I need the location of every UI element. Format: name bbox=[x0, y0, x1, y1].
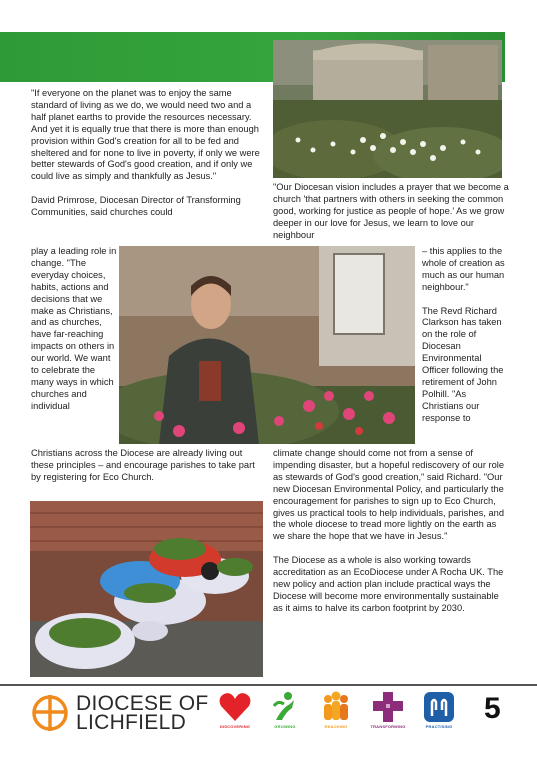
vision-paragraph: "Our Diocesan vision includes a prayer that we become a church 'that partners with others in seeking the common good, working for justice as people of hope.' As we grow deeper in our love for Jesus, we learn to love our neighbour bbox=[273, 182, 509, 240]
theme-label-transforming: TRANSFORMING bbox=[370, 724, 406, 729]
diocese-name-line2: LICHFIELD bbox=[76, 711, 187, 734]
wrap-paragraph-right: – this applies to the whole of creation as much as our human neighbour." bbox=[422, 246, 505, 292]
column1-top bbox=[31, 88, 265, 219]
theme-label-discovering: DISCOVERING bbox=[219, 724, 251, 729]
footer-divider bbox=[0, 684, 537, 686]
opening-quote-paragraph: "If everyone on the planet was to enjoy the same standard of living as we do, we would need two and a half planet earths to provide the resources necessary. And yet it is equally true that there is more than enough provision within God's creation for all to be fed and sheltered and for none to live in poverty, if only we were better stewards of God's good creation, and if only we could live as simply and thankfully as Jesus." bbox=[31, 88, 260, 182]
column2-top bbox=[273, 182, 509, 242]
byline-paragraph: David Primrose, Diocesan Director of Transforming Communities, said churches could bbox=[31, 195, 241, 218]
theme-label-practising: PRACTISING bbox=[425, 724, 453, 729]
theme-reaching bbox=[314, 690, 358, 734]
page-number: 5 bbox=[484, 692, 501, 725]
theme-discovering bbox=[213, 690, 257, 734]
theme-growing bbox=[263, 690, 307, 734]
clergy-portrait-photo bbox=[119, 246, 415, 444]
wrap-paragraph-left: play a leading role in change. "The everyday choices, habits, actions and decisions that we make as Christians, and as churches, have far-reaching impacts on others in our world. We want to celebrate the many ways in which churches and individual bbox=[31, 246, 117, 411]
diocese-name-line1: DIOCESE OF bbox=[76, 692, 209, 715]
snowdrops-photo bbox=[273, 40, 502, 178]
column1-wrap bbox=[31, 246, 117, 413]
revd-paragraph: The Revd Richard Clarkson has taken on the role of Diocesan Environmental Officer following the retirement of John Polhill. "As Christians our response to bbox=[422, 305, 504, 423]
theme-label-growing: GROWING bbox=[274, 724, 296, 729]
theme-transforming bbox=[366, 690, 410, 734]
closing-paragraph-left: Christians across the Diocese are already living out these principles – and encourage parishes to take part by registering for Eco Church. bbox=[31, 448, 255, 482]
heart-icon bbox=[218, 690, 252, 724]
diocese-name bbox=[76, 694, 209, 732]
hands-icon bbox=[422, 690, 456, 724]
diocese-logo bbox=[30, 690, 209, 736]
theme-practising bbox=[417, 690, 461, 734]
ecodiocese-paragraph: The Diocese as a whole is also working towards accreditation as an EcoDiocese under A Rocha UK. The new policy and action plan include practical ways the Diocese will become more environmentally sustainable as it aims to halve its carbon footprint by 2030. bbox=[273, 555, 504, 613]
column2-bottom bbox=[273, 448, 509, 615]
people-group-icon bbox=[319, 690, 353, 724]
column1-bottom bbox=[31, 448, 265, 484]
sprout-figure-icon bbox=[268, 690, 302, 724]
column2-wrap bbox=[422, 246, 510, 425]
cross-icon bbox=[371, 690, 405, 724]
tyre-planters-photo bbox=[30, 501, 263, 677]
theme-label-reaching: REACHING bbox=[324, 724, 348, 729]
diocese-cross-icon bbox=[30, 693, 70, 733]
richard-quote-paragraph: climate change should come not from a sense of impending disaster, but a hopeful rediscovery of our role as stewards of God's good creation," said Richard. "Our new Diocesan Environmental Policy, and particularly the encouragement for parishes to sign up to Eco Church, gives us practical tools to help individuals, parishes, and the whole diocese to tread more lightly on the earth as we share the hope that we have in Jesus." bbox=[273, 448, 505, 542]
